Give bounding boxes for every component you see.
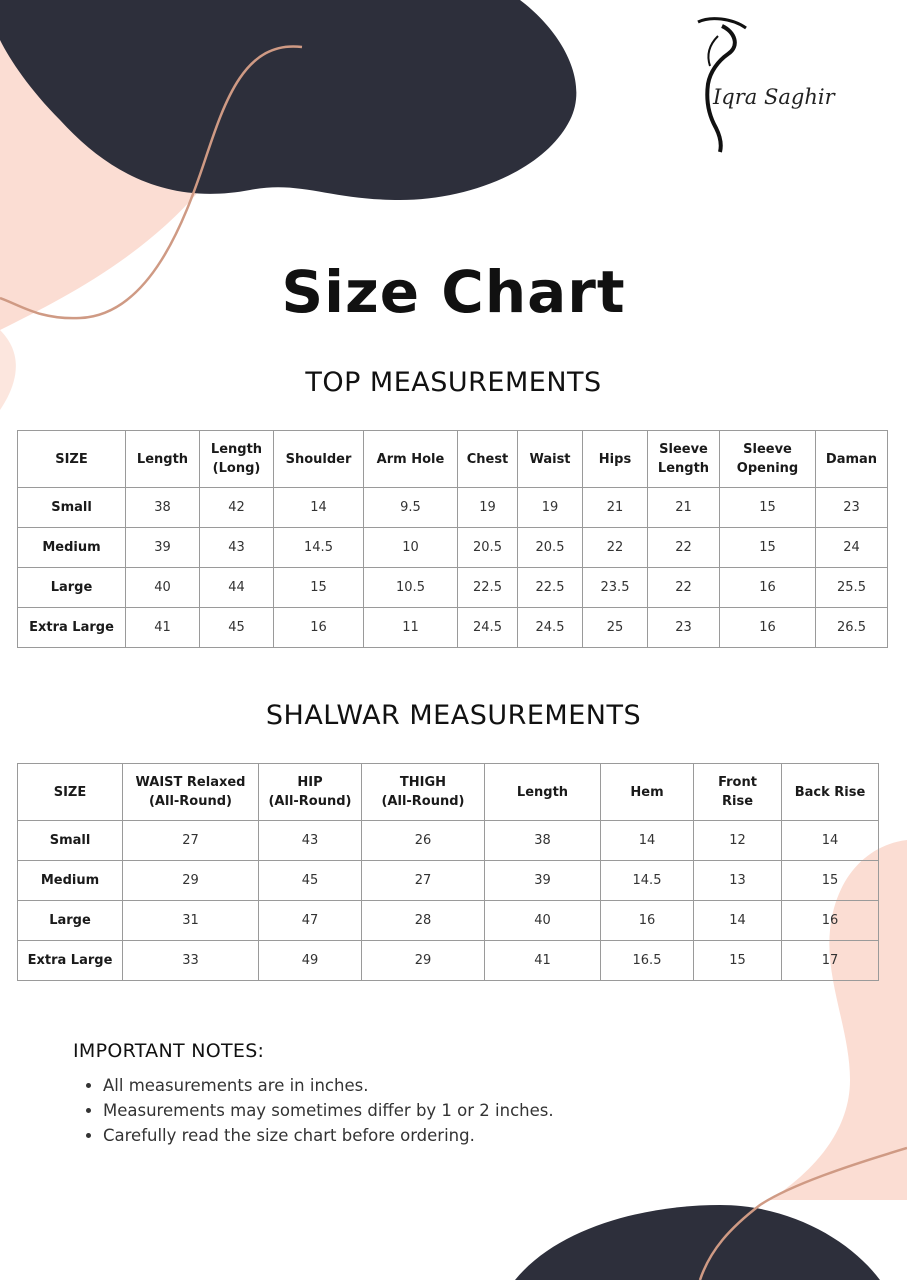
column-header-line: Length	[657, 461, 710, 476]
measurement-cell: 31	[123, 901, 259, 941]
measurement-cell: 43	[259, 821, 362, 861]
table-row	[18, 568, 888, 608]
important-notes	[73, 1040, 554, 1148]
shalwar-measurements-heading: SHALWAR MEASUREMENTS	[265, 700, 642, 731]
measurement-cell: 25	[583, 608, 648, 648]
measurement-cell: 22	[583, 528, 648, 568]
measurement-cell: 38	[485, 821, 601, 861]
column-header-line: SIZE	[55, 451, 88, 467]
column-header-line: Sleeve	[659, 442, 708, 457]
column-header	[126, 431, 200, 488]
column-header	[518, 431, 583, 488]
measurement-cell: 43	[200, 528, 274, 568]
measurement-cell: 20.5	[458, 528, 518, 568]
column-header-line: Length	[136, 451, 189, 467]
column-header	[583, 431, 648, 488]
column-header-line: Back Rise	[794, 784, 866, 800]
column-header-line: SIZE	[53, 784, 87, 800]
notes-list	[73, 1073, 554, 1148]
column-header-line: WAIST Relaxed	[135, 775, 246, 790]
measurement-cell: 16	[274, 608, 364, 648]
measurement-cell: 14	[274, 488, 364, 528]
measurement-cell: 15	[720, 488, 816, 528]
column-header-line: Hem	[630, 784, 664, 800]
measurement-cell: 16.5	[601, 941, 694, 981]
note-item: • Carefully read the size chart before ordering.	[103, 1123, 554, 1148]
column-header	[648, 431, 720, 488]
size-label-cell: Extra Large	[18, 608, 126, 648]
measurement-cell: 14.5	[274, 528, 364, 568]
column-header-line: Hips	[598, 451, 632, 467]
column-header-line: Front	[718, 775, 757, 790]
column-header	[720, 431, 816, 488]
table-row	[18, 608, 888, 648]
column-header	[694, 764, 782, 821]
measurement-cell: 14	[601, 821, 694, 861]
measurement-cell: 29	[123, 861, 259, 901]
notes-title: IMPORTANT NOTES:	[73, 1040, 265, 1062]
measurement-cell: 19	[458, 488, 518, 528]
measurement-cell: 39	[485, 861, 601, 901]
measurement-cell: 20.5	[518, 528, 583, 568]
measurement-cell: 19	[518, 488, 583, 528]
column-header-line: (All-Round)	[381, 794, 465, 809]
column-header	[259, 764, 362, 821]
measurement-cell: 15	[720, 528, 816, 568]
measurement-cell: 29	[362, 941, 485, 981]
column-header	[485, 764, 601, 821]
size-label-cell: Small	[18, 488, 126, 528]
column-header-line: (All-Round)	[268, 794, 352, 809]
measurement-cell: 23.5	[583, 568, 648, 608]
measurement-cell: 16	[720, 568, 816, 608]
column-header	[18, 764, 123, 821]
measurement-cell: 22	[648, 568, 720, 608]
note-item: • Measurements may sometimes differ by 1 or 2 inches.	[103, 1098, 554, 1123]
measurement-cell: 28	[362, 901, 485, 941]
table-row	[18, 528, 888, 568]
column-header-line: (All-Round)	[148, 794, 232, 809]
measurement-cell: 38	[126, 488, 200, 528]
measurement-cell: 26	[362, 821, 485, 861]
measurement-cell: 11	[364, 608, 458, 648]
column-header	[18, 431, 126, 488]
measurement-cell: 47	[259, 901, 362, 941]
column-header-line: Opening	[736, 461, 799, 476]
note-item: • All measurements are in inches.	[103, 1073, 554, 1098]
column-header	[274, 431, 364, 488]
measurement-cell: 10.5	[364, 568, 458, 608]
measurement-cell: 16	[782, 901, 879, 941]
column-header	[458, 431, 518, 488]
measurement-cell: 24.5	[458, 608, 518, 648]
shalwar-measurements-table	[17, 763, 879, 981]
column-header-line: Daman	[825, 451, 878, 467]
table-row	[18, 821, 879, 861]
column-header-line: THIGH	[399, 775, 447, 790]
column-header	[601, 764, 694, 821]
measurement-cell: 39	[126, 528, 200, 568]
measurement-cell: 15	[274, 568, 364, 608]
measurement-cell: 15	[782, 861, 879, 901]
measurement-cell: 10	[364, 528, 458, 568]
measurement-cell: 22.5	[518, 568, 583, 608]
column-header-line: Shoulder	[285, 451, 352, 467]
column-header-line: Chest	[466, 451, 509, 467]
brand-logo	[680, 14, 840, 159]
column-header	[782, 764, 879, 821]
column-header	[816, 431, 888, 488]
column-header-line: Length	[516, 784, 569, 800]
size-label-cell: Medium	[18, 861, 123, 901]
size-label-cell: Large	[18, 568, 126, 608]
table-header-row	[18, 764, 879, 821]
measurement-cell: 17	[782, 941, 879, 981]
measurement-cell: 14.5	[601, 861, 694, 901]
measurement-cell: 41	[126, 608, 200, 648]
table-row	[18, 941, 879, 981]
column-header-line: Arm Hole	[376, 451, 445, 467]
measurement-cell: 9.5	[364, 488, 458, 528]
measurement-cell: 24	[816, 528, 888, 568]
measurement-cell: 25.5	[816, 568, 888, 608]
measurement-cell: 16	[720, 608, 816, 648]
measurement-cell: 21	[583, 488, 648, 528]
size-label-cell: Small	[18, 821, 123, 861]
brand-name: Iqra Saghir	[713, 85, 835, 109]
column-header-line: (Long)	[212, 461, 261, 476]
size-label-cell: Large	[18, 901, 123, 941]
table-row	[18, 861, 879, 901]
column-header	[362, 764, 485, 821]
top-measurements-table	[17, 430, 888, 648]
measurement-cell: 23	[816, 488, 888, 528]
table-header-row	[18, 431, 888, 488]
column-header-line: HIP	[297, 775, 323, 790]
size-label-cell: Extra Large	[18, 941, 123, 981]
measurement-cell: 45	[259, 861, 362, 901]
table-row	[18, 901, 879, 941]
measurement-cell: 45	[200, 608, 274, 648]
column-header	[364, 431, 458, 488]
measurement-cell: 41	[485, 941, 601, 981]
measurement-cell: 49	[259, 941, 362, 981]
measurement-cell: 40	[485, 901, 601, 941]
measurement-cell: 21	[648, 488, 720, 528]
navy-blob-bottom	[515, 1205, 880, 1280]
measurement-cell: 13	[694, 861, 782, 901]
measurement-cell: 22	[648, 528, 720, 568]
measurement-cell: 40	[126, 568, 200, 608]
measurement-cell: 12	[694, 821, 782, 861]
measurement-cell: 33	[123, 941, 259, 981]
measurement-cell: 27	[362, 861, 485, 901]
measurement-cell: 44	[200, 568, 274, 608]
column-header	[123, 764, 259, 821]
column-header-line: Length	[210, 442, 263, 457]
measurement-cell: 27	[123, 821, 259, 861]
size-label-cell: Medium	[18, 528, 126, 568]
measurement-cell: 14	[694, 901, 782, 941]
column-header	[200, 431, 274, 488]
page-title: Size Chart	[281, 258, 626, 326]
measurement-cell: 14	[782, 821, 879, 861]
measurement-cell: 42	[200, 488, 274, 528]
measurement-cell: 16	[601, 901, 694, 941]
table-row	[18, 488, 888, 528]
measurement-cell: 24.5	[518, 608, 583, 648]
measurement-cell: 23	[648, 608, 720, 648]
column-header-line: Sleeve	[743, 442, 792, 457]
top-measurements-heading: TOP MEASUREMENTS	[305, 367, 602, 398]
column-header-line: Waist	[529, 451, 571, 467]
measurement-cell: 26.5	[816, 608, 888, 648]
measurement-cell: 15	[694, 941, 782, 981]
measurement-cell: 22.5	[458, 568, 518, 608]
column-header-line: Rise	[721, 794, 754, 809]
